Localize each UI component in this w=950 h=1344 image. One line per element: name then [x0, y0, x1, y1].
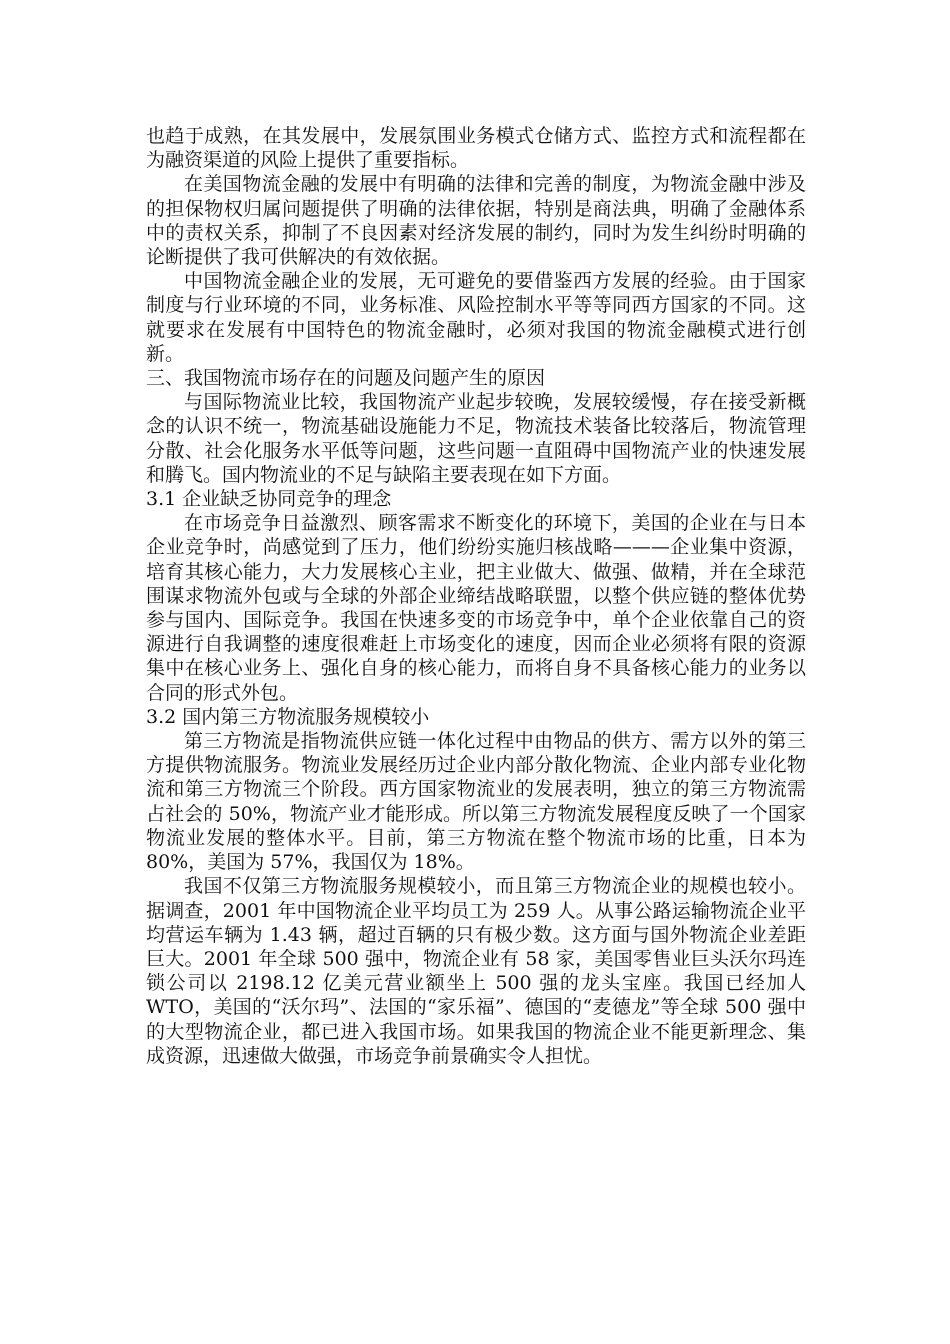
document-body	[146, 124, 806, 1068]
subsection-heading-3-2: 3.2 国内第三方物流服务规模较小	[146, 705, 430, 728]
paragraph-enterprise-scale: 我国不仅第三方物流服务规模较小，而且第三方物流企业的规模也较小。据调查，2001 年中国物流企业平均员工为 259 人。从事公路运输物流企业平均营运车辆为 1.43 辆，超过百辆的只有极少数。这方面与国外物流企业差距巨大。2001 年全球 500 强中，物流企业有 58 家，美国零售业巨头沃尔玛连锁公司以 2198.12 亿美元营业额坐上 500 强的龙头宝座。我国已经加人 WTO，美国的“沃尔玛”、法国的“家乐福”、德国的“麦德龙”等全球 500 强中的大型物流企业，都已进入我国市场。如果我国的物流企业不能更新理念、集成资源，迅速做大做强，市场竞争前景确实令人担忧。	[146, 875, 806, 1067]
subsection-heading-3-1: 3.1 企业缺乏协同竞争的理念	[146, 488, 392, 511]
section-heading-3: 三、我国物流市场存在的问题及问题产生的原因	[146, 367, 546, 390]
paragraph-us-logistics-finance-law: 在美国物流金融的发展中有明确的法律和完善的制度，为物流金融中涉及的担保物权归属问题提供了明确的法律依据，特别是商法典，明确了金融体系中的责权关系，抑制了不良因素对经济发展的制约，同时为发生纠纷时明确的论断提供了我可供解决的有效依据。	[146, 173, 806, 269]
paragraph-third-party-logistics: 第三方物流是指物流供应链一体化过程中由物品的供方、需方以外的第三方提供物流服务。物流业发展经历过企业内部分散化物流、企业内部专业化物流和第三方物流三个阶段。西方国家物流业的发展表明，独立的第三方物流需占社会的 50%，物流产业才能形成。所以第三方物流发展程度反映了一个国家物流业发展的整体水平。目前，第三方物流在整个物流市场的比重，日本为 80%，美国为 57%，我国仅为 18%。	[146, 730, 806, 874]
paragraph-china-logistics-finance: 中国物流金融企业的发展，无可避免的要借鉴西方发展的经验。由于国家制度与行业环境的不同，业务标准、风险控制水平等等同西方国家的不同。这就要求在发展有中国特色的物流金融时，必须对我国的物流金融模式进行创新。	[146, 270, 806, 365]
paragraph-domestic-shortcomings: 与国际物流业比较，我国物流产业起步较晚，发展较缓慢，存在接受新概念的认识不统一，物流基础设施能力不足，物流技术装备比较落后，物流管理分散、社会化服务水平低等问题，这些问题一直阻碍中国物流产业的快速发展和腾飞。国内物流业的不足与缺陷主要表现在如下方面。	[146, 391, 806, 486]
paragraph-continuation: 也趋于成熟，在其发展中，发展氛围业务模式仓储方式、监控方式和流程都在为融资渠道的风险上提供了重要指标。	[146, 125, 806, 172]
paragraph-collaborative-competition: 在市场竞争日益激烈、顾客需求不断变化的环境下，美国的企业在与日本企业竞争时，尚感觉到了压力，他们纷纷实施归核战略———企业集中资源，培育其核心能力，大力发展核心主业，把主业做大、做强、做精，并在全球范围谋求物流外包或与全球的外部企业缔结战略联盟，以整个供应链的整体优势参与国内、国际竞争。我国在快速多变的市场竞争中，单个企业依靠自己的资源进行自我调整的速度很难赶上市场变化的速度，因而企业必须将有限的资源集中在核心业务上、强化自身的核心能力，而将自身不具备核心能力的业务以合同的形式外包。	[146, 512, 806, 704]
